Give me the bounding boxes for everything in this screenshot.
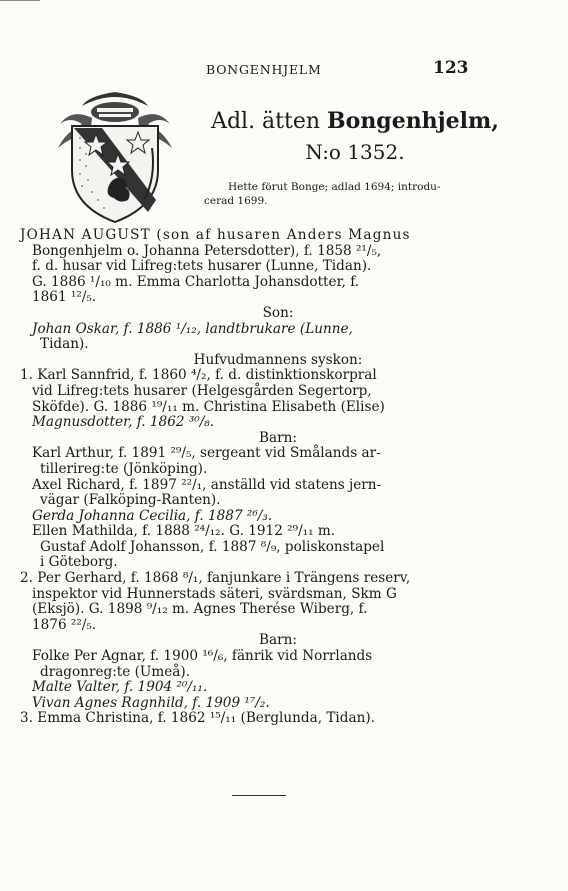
text-line: tillerireg:te (Jönköping). bbox=[40, 460, 208, 477]
top-rule bbox=[0, 0, 40, 1]
text-line: Bongenhjelm o. Johanna Petersdotter), f. 1858 ²¹/₅, bbox=[32, 242, 382, 259]
text-line: vägar (Falköping-Ranten). bbox=[40, 492, 221, 509]
text-line: 1876 ²²/₅. bbox=[32, 616, 97, 633]
text-line: i Göteborg. bbox=[40, 554, 118, 571]
family-name: Bongenhjelm, bbox=[327, 108, 499, 134]
text-line: vid Lifreg:tets husarer (Helgesgården Segertorp, bbox=[32, 382, 372, 399]
end-rule bbox=[232, 795, 286, 796]
text-line: Ellen Mathilda, f. 1888 ²⁴/₁₂. G. 1912 ²⁹/₁₁ m. bbox=[32, 523, 336, 540]
text-line: Johan Oskar, f. 1886 ¹/₁₂, landtbrukare (Lunne, bbox=[32, 320, 353, 337]
section-heading: Barn: bbox=[259, 429, 297, 446]
genealogy-text bbox=[20, 228, 536, 727]
text-line: inspektor vid Hunnerstads säteri, svärdsman, Skm G bbox=[32, 585, 397, 602]
page-header bbox=[0, 58, 568, 82]
text-line: (Eksjö). G. 1898 ⁹/₁₂ m. Agnes Therése Wiberg, f. bbox=[32, 601, 368, 618]
text-line: Axel Richard, f. 1897 ²²/₁, anställd vid statens jern- bbox=[32, 476, 382, 493]
intro-note bbox=[204, 180, 514, 208]
text-line: Malte Valter, f. 1904 ²⁰/₁₁. bbox=[32, 679, 208, 696]
intro-note-line: cerad 1699. bbox=[204, 195, 268, 207]
coat-of-arms-icon bbox=[52, 88, 178, 226]
intro-note-line: Hette förut Bonge; adlad 1694; introdu- bbox=[228, 181, 441, 193]
text-line: Sköfde). G. 1886 ¹⁹/₁₁ m. Christina Elisabeth (Elise) bbox=[32, 398, 385, 415]
page-number: 123 bbox=[433, 58, 469, 78]
text-line: Karl Arthur, f. 1891 ²⁹/₅, sergeant vid Smålands ar- bbox=[32, 445, 381, 462]
section-heading: Barn: bbox=[259, 632, 297, 649]
text-line: G. 1886 ¹/₁₀ m. Emma Charlotta Johansdotter, f. bbox=[32, 273, 360, 290]
family-number: N:o 1352. bbox=[305, 140, 405, 164]
text-line: Magnusdotter, f. 1862 ³⁰/₈. bbox=[32, 414, 215, 431]
text-line: 3. Emma Christina, f. 1862 ¹⁵/₁₁ (Berglunda, Tidan). bbox=[20, 710, 375, 727]
section-heading: Son: bbox=[262, 304, 294, 321]
text-line: f. d. husar vid Lifreg:tets husarer (Lunne, Tidan). bbox=[32, 258, 372, 275]
text-line: 2. Per Gerhard, f. 1868 ⁸/₁, fanjunkare i Trängens reserv, bbox=[20, 570, 411, 587]
section-heading: Hufvudmannens syskon: bbox=[193, 351, 363, 368]
text-line: Vivan Agnes Ragnhild, f. 1909 ¹⁷/₂. bbox=[32, 694, 270, 711]
text-line: Folke Per Agnar, f. 1900 ¹⁶/₆, fänrik vid Norrlands bbox=[32, 648, 373, 665]
text-line: Tidan). bbox=[40, 336, 89, 353]
family-title-block bbox=[180, 108, 520, 164]
text-line: JOHAN AUGUST (son af husaren Anders Magnus bbox=[20, 227, 411, 243]
text-line: 1. Karl Sannfrid, f. 1860 ⁴/₂, f. d. distinktionskorpral bbox=[20, 367, 377, 384]
text-line: dragonreg:te (Umeå). bbox=[40, 663, 191, 680]
text-line: Gerda Johanna Cecilia, f. 1887 ²⁶/₃. bbox=[32, 507, 273, 524]
running-title: BONGENHJELM bbox=[206, 62, 322, 77]
text-line: 1861 ¹²/₅. bbox=[32, 289, 97, 306]
text-line: Gustaf Adolf Johansson, f. 1887 ⁸/₉, poliskonstapel bbox=[40, 538, 385, 555]
family-title-prefix: Adl. ätten bbox=[211, 109, 328, 134]
family-title bbox=[180, 108, 520, 134]
